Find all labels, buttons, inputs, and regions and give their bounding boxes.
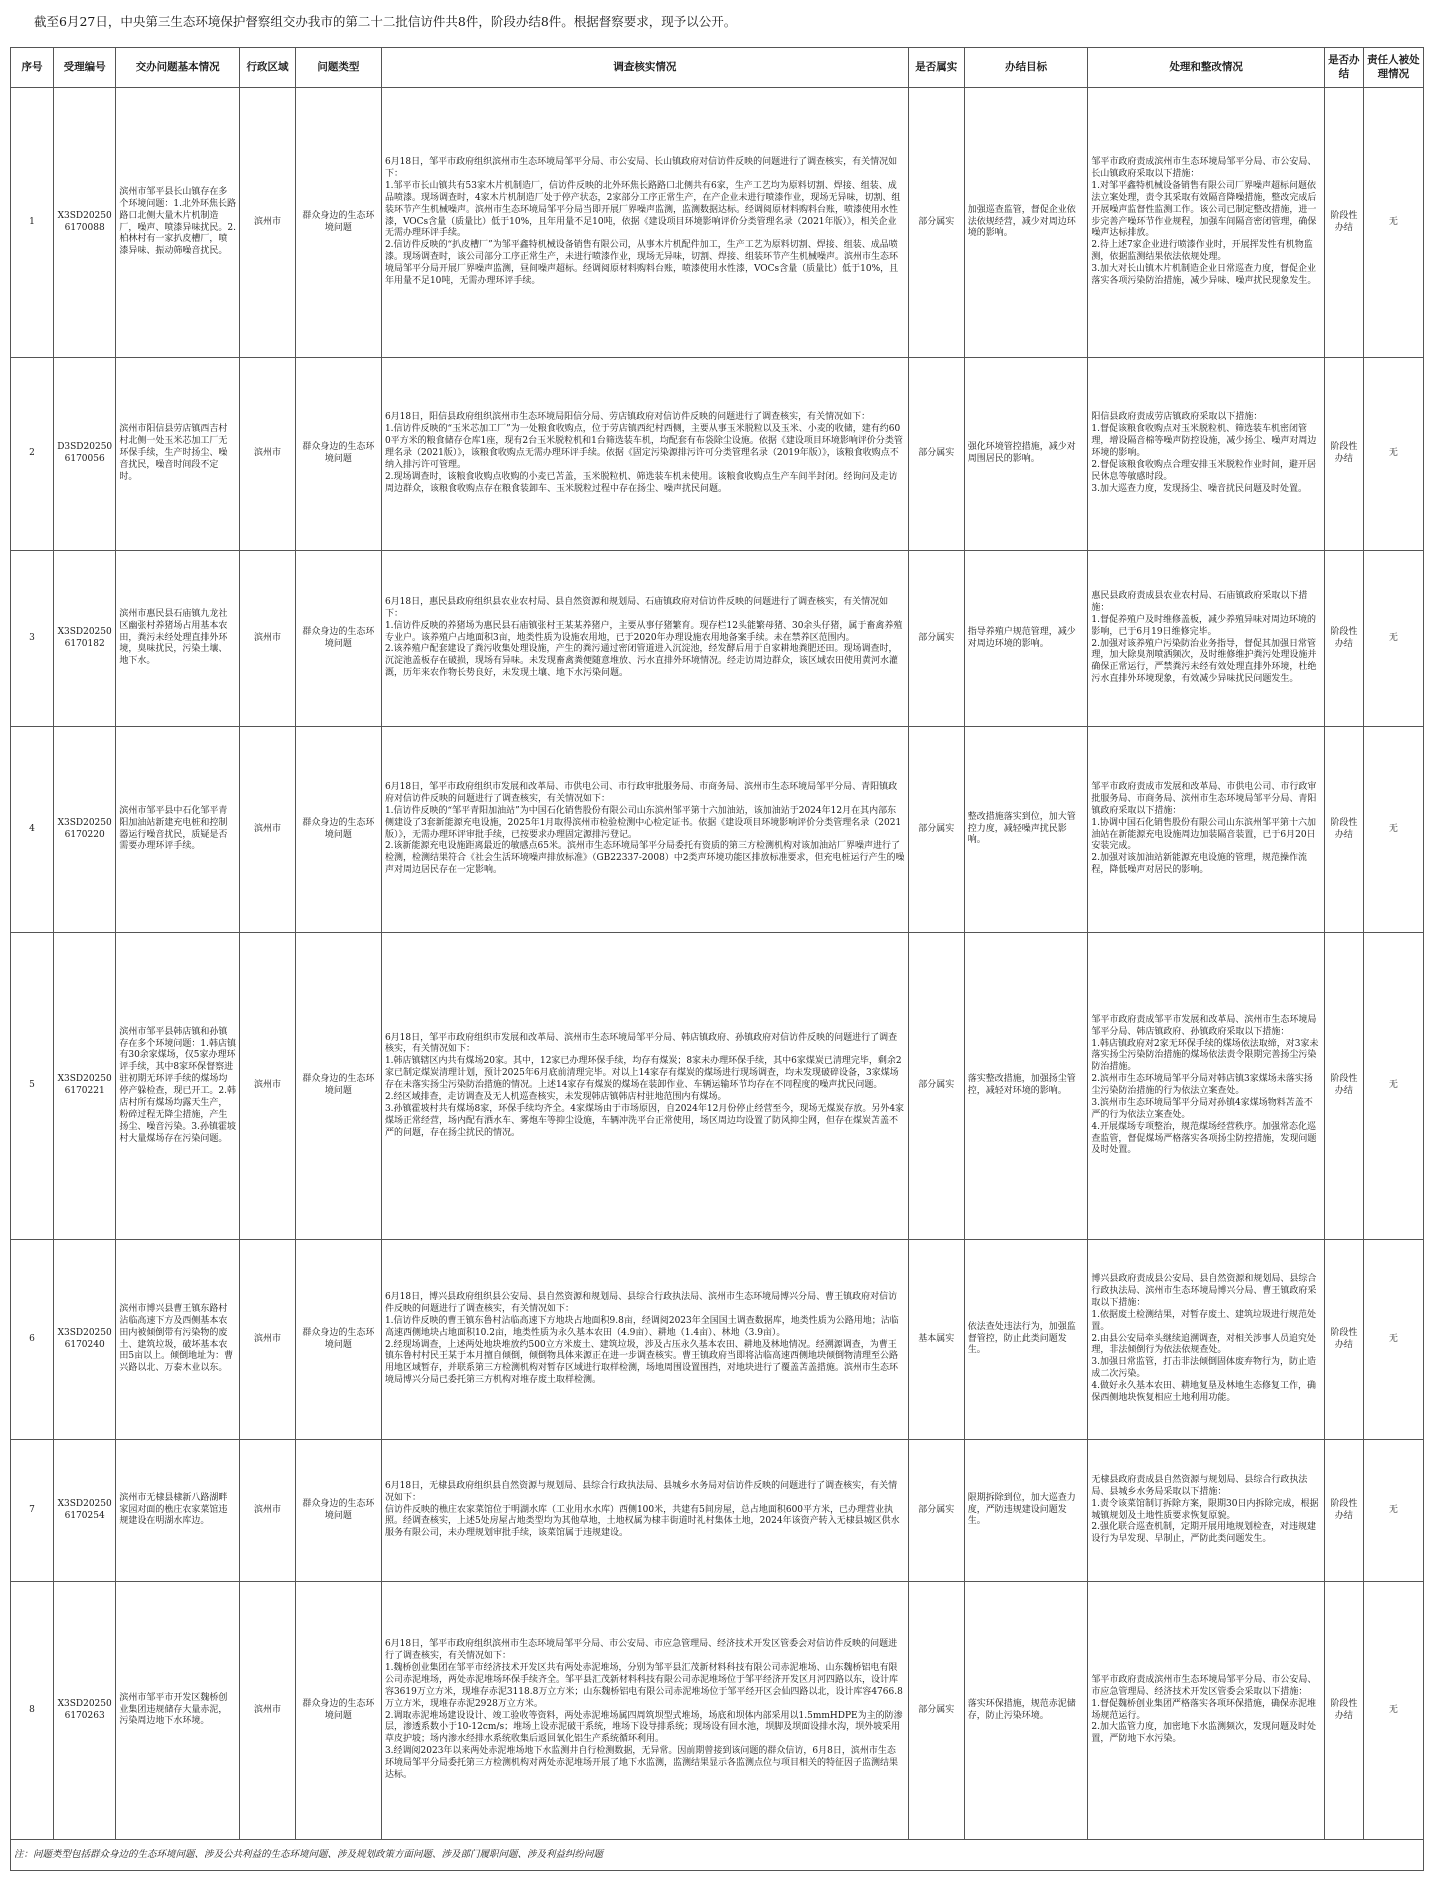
row-region: 滨州市 [240, 1440, 296, 1582]
row-facts [381, 1240, 908, 1440]
handling-paragraph: 邹平市政府责成滨州市生态环境局邹平分局、市公安局、长山镇政府采取以下措施： [1091, 157, 1317, 180]
row-number: 5 [11, 933, 54, 1240]
handling-paragraph: 无棣县政府责成县自然资源与规划局、县综合行政执法局、县城乡水务局采取以下措施： [1091, 1474, 1308, 1497]
facts-paragraph: 6月18日，邹平市政府组织市发展和改革局、市供电公司、市行政审批服务局、市商务局、滨州市生态环境局邹平分局、青阳镇政府对信访件反映的问题进行了调查核实，有关情况如下： [384, 782, 898, 804]
handling-paragraph: 邹平市政府责成滨州市生态环境局邹平分局、市公安局、市应急管理局、经济技术开发区管委会采取以下措施： [1091, 1674, 1317, 1697]
handling-paragraph: 1.协调中国石化销售股份有限公司山东滨州邹平第十六加油站在新能源充电设施周边加装隔音装置，已于6月20日安装完成。 [1091, 817, 1316, 852]
row-truth: 部分属实 [908, 1582, 964, 1840]
header-id: 受理编号 [54, 48, 116, 88]
row-goal: 加强巡查监管，督促企业依法依规经营，减少对周边环境的影响。 [964, 88, 1088, 358]
row-id: X3SD202506170240 [54, 1240, 116, 1440]
handling-paragraph: 1.韩店镇政府对2家无环保手续的煤场依法取缔，对3家未落实扬尘污染防治措施的煤场依法责令限期完善扬尘污染防治措施。 [1091, 1038, 1319, 1073]
facts-paragraph: 6月18日，邹平市政府组织滨州市生态环境局邹平分局、市公安局、长山镇政府对信访件反映的问题进行了调查核实，有关情况如下： [384, 157, 898, 180]
handling-paragraph: 1.依据废土检测结果，对暂存废土、建筑垃圾进行规范处置。 [1091, 1309, 1316, 1332]
row-handling [1088, 1240, 1325, 1440]
row-penalty: 无 [1363, 1240, 1423, 1440]
handling-paragraph: 2.加大监管力度，加密地下水监测频次，发现问题及时处置，严防地下水污染。 [1091, 1722, 1316, 1745]
table-row [11, 1440, 1424, 1582]
row-goal: 指导养殖户规范管理，减少对周边环境的影响。 [964, 551, 1088, 727]
header-truth: 是否属实 [908, 48, 964, 88]
facts-paragraph: 2.经区域排查，走访调查及无人机巡查核实，未发现韩店镇韩店村驻地范围内有煤场。 [384, 1091, 727, 1102]
row-facts [381, 727, 908, 933]
row-facts [381, 88, 908, 358]
row-type: 群众身边的生态环境问题 [295, 358, 381, 551]
header-goal: 办结目标 [964, 48, 1088, 88]
table-row [11, 1582, 1424, 1840]
facts-paragraph: 2.调取赤泥堆场建设设计、竣工验收等资料，两处赤泥堆场属四周筑坝型式堆场，场底和坝体内部采用以1.5mmHDPE为主的防渗层，渗透系数小于10-12cm/s；堆场上设赤泥破干系统，堆场下设导排系统；现场设有回水池，坝脚及坝面设排水沟，坝外坡采用草皮护坡；场内渗水经排水系统收集后返回氧化铝生产系统循环利用。 [384, 1710, 903, 1745]
handling-paragraph: 邹平市政府责成邹平市发展和改革局、滨州市生态环境局邹平分局、韩店镇政府、孙镇政府采取以下措施： [1091, 1014, 1317, 1037]
facts-paragraph: 1.邹平市长山镇共有53家木片机制造厂，信访件反映的北外环焦长路路口北侧共有6家，生产工艺均为原料切割、焊接、组装、成品喷漆。现场调查时，4家木片机制造厂处于停产状态，2家部分工序正常生产，在产企业未进行喷漆作业，现场无异味，切割、组装环节产生机械噪声。滨州市生态环境局邹平分局当即开展厂界噪声监测，监测数据达标。经调阅原材料购料台账，喷漆使用水性漆，VOCs含量（质量比）低于10%，且年用量不足10吨，依据《建设项目环境影响评价分类管理名录（2021年版）》，相关企业无需办理环评手续。 [384, 180, 901, 239]
handling-paragraph: 2.待上述7家企业进行喷漆作业时，开展挥发性有机物监测，依据监测结果依法依规处理。 [1091, 240, 1313, 263]
row-type: 群众身边的生态环境问题 [295, 1440, 381, 1582]
handling-paragraph: 3.加大巡查力度，发现扬尘、噪音扰民问题及时处置。 [1091, 483, 1307, 494]
row-type: 群众身边的生态环境问题 [295, 933, 381, 1240]
facts-paragraph: 2.经现场调查，上述两处地块堆放约500立方米废土、建筑垃圾，涉及占压永久基本农田、耕地及林地情况。经溯源调查，为曹王镇东鲁村村民王某于本月擅自倾倒，倾倒物具体来源正在进一步调查核实。曹王镇政府当即将沾临高速西侧地块倾倒物清理至公路用地区域暂存，并联系第三方检测机构对暂存区域进行取样检测，场地周围设置围挡，对地块进行了覆盖苫盖措施。滨州市生态环境局博兴分局已委托第三方机构对堆存废土取样检测。 [384, 1339, 898, 1386]
handling-paragraph: 1.督促该粮食收购点对玉米脱粒机、筛选装车机密闭管理，增设隔音棉等噪声防控设施，减少扬尘、噪声对周边环境的影响。 [1091, 424, 1317, 459]
handling-paragraph: 2.滨州市生态环境局邹平分局对韩店镇3家煤场未落实扬尘污染防治措施的行为依法立案查处。 [1091, 1074, 1313, 1096]
row-goal: 依法查处违法行为，加强监督管控，防止此类问题发生。 [964, 1240, 1088, 1440]
row-handling [1088, 1440, 1325, 1582]
handling-paragraph: 3.加大对长山镇木片机制造企业日常巡查力度，督促企业落实各项污染防治措施，减少异味、噪声扰民现象发生。 [1091, 264, 1317, 286]
row-id: D3SD202506170056 [54, 358, 116, 551]
row-penalty: 无 [1363, 551, 1423, 727]
petition-table [10, 47, 1424, 1871]
row-issue: 滨州市博兴县曹王镇东路村沾临高速下方及西侧基本农田内被倾倒带有污染物的废土、建筑垃圾，破坏基本农田5亩以上。倾倒地址为：曹兴路以北、万泰木业以东。 [116, 1240, 240, 1440]
facts-paragraph: 2.信访件反映的“扒皮槽厂”为邹平鑫特机械设备销售有限公司，从事木片机配件加工，生产工艺为原料切割、焊接、组装、成品喷漆。现场调查时，该公司部分工序正常生产，未进行喷漆作业，现场无异味，切割、焊接、组装环节产生机械噪声。滨州市生态环境局邹平分局开展厂界噪声监测，昼间噪声超标。经调阅原材料购料台账，喷漆使用水性漆，VOCs含量（质量比）低于10%，且年用量不足10吨，无需办理环评手续。 [384, 240, 899, 286]
row-type: 群众身边的生态环境问题 [295, 727, 381, 933]
row-truth: 部分属实 [908, 88, 964, 358]
row-type: 群众身边的生态环境问题 [295, 88, 381, 358]
header-done: 是否办结 [1324, 48, 1363, 88]
row-issue: 滨州市邹平县中石化邹平青阳加油站新建充电桩和控制器运行噪音扰民，质疑是否需要办理环评手续。 [116, 727, 240, 933]
header-issue: 交办问题基本情况 [116, 48, 240, 88]
row-done: 阶段性办结 [1324, 933, 1363, 1240]
row-goal: 落实整改措施，加强扬尘管控，减轻对环境的影响。 [964, 933, 1088, 1240]
handling-paragraph: 2.加强对该加油站新能源充电设施的管理，规范操作流程，降低噪声对居民的影响。 [1091, 853, 1307, 876]
row-facts [381, 933, 908, 1240]
row-issue: 滨州市邹平市开发区魏桥创业集团违规储存大量赤泥，污染周边地下水环境。 [116, 1582, 240, 1840]
handling-paragraph: 惠民县政府责成县农业农村局、石庙镇政府采取以下措施： [1091, 591, 1308, 613]
row-issue: 滨州市邹平县长山镇存在多个环境问题：1.北外环焦长路路口北侧大量木片机制造厂，噪声、喷漆异味扰民。2.柏林村有一家扒皮槽厂，喷漆异味、振动筛噪音扰民。 [116, 88, 240, 358]
row-done: 阶段性办结 [1324, 1582, 1363, 1840]
handling-paragraph: 2.督促该粮食收购点合理安排玉米脱粒作业时间，避开居民休息等敏感时段。 [1091, 459, 1316, 482]
header-type: 问题类型 [295, 48, 381, 88]
facts-paragraph: 6月18日，邹平市政府组织市发展和改革局、滨州市生态环境局邹平分局、韩店镇政府、孙镇政府对信访件反映的问题进行了调查核实，有关情况如下： [384, 1032, 898, 1055]
handling-paragraph: 1.督促养殖户及时维修盖板，减少养殖异味对周边环境的影响，已于6月19日维修完毕。 [1091, 614, 1316, 637]
row-id: X3SD202506170254 [54, 1440, 116, 1582]
row-id: X3SD202506170221 [54, 933, 116, 1240]
row-type: 群众身边的生态环境问题 [295, 551, 381, 727]
facts-paragraph: 3.孙镇霍坡村共有煤场8家，环保手续均齐全。4家煤场由于市场原因，自2024年12月份停止经营至今，现场无煤炭存放。另外4家煤场正常经营，场内配有洒水车、雾炮车等抑尘设施，车辆冲洗平台正常使用，场区周边均设置了防风抑尘网，但存在煤炭苫盖不严的问题，存在扬尘扰民的情况。 [384, 1103, 905, 1138]
row-goal: 落实环保措施，规范赤泥储存，防止污染环境。 [964, 1582, 1088, 1840]
row-truth: 部分属实 [908, 933, 964, 1240]
facts-paragraph: 1.信访件反映的“玉米芯加工厂”为一处粮食收购点，位于劳店镇西纪村西侧，主要从事玉米脱粒以及玉米、小麦的收储，建有约600平方米的粮食储存仓库1座，现有2台玉米脱粒机和1台筛选装车机，均配套有布袋除尘设施。依据《建设项目环境影响评价分类管理名录（2021版）》，该粮食收购点无需办理环评手续。依据《固定污染源排污许可分类管理名录（2019年版）》，该粮食收购点不纳入排污许可管理。 [384, 424, 903, 470]
row-facts [381, 1440, 908, 1582]
table-row [11, 88, 1424, 358]
row-penalty: 无 [1363, 88, 1423, 358]
table-row [11, 1240, 1424, 1440]
row-id: X3SD202506170220 [54, 727, 116, 933]
handling-paragraph: 2.加强对该养殖户污染防治业务指导，督促其加强日常管理，加大除臭剂喷洒频次，及时维修维护粪污处理设施并确保正常运行，严禁粪污未经有效处理直排外环境，杜绝污水直排外环境现象，有效减少异味扰民问题发生。 [1091, 638, 1317, 685]
facts-paragraph: 2.该养殖户配套建设了粪污收集处理设施，产生的粪污通过密闭管道进入沉淀池，经发酵后用于自家耕地粪肥还田。现场调查时，沉淀池盖板存在破损，现场有异味。未发现畜禽粪便随意堆放、污水直排外环境情况。经走访周边群众，该区域农田使用黄河水灌溉，历年来农作物长势良好，未发现土壤、地下水污染问题。 [384, 644, 898, 679]
facts-paragraph: 6月18日，无棣县政府组织县自然资源与规划局、县综合行政执法局、县城乡水务局对信访件反映的问题进行了调查核实，有关情况如下： [384, 1480, 898, 1503]
row-handling [1088, 933, 1325, 1240]
row-number: 8 [11, 1582, 54, 1840]
row-facts [381, 1582, 908, 1840]
row-truth: 部分属实 [908, 727, 964, 933]
row-penalty: 无 [1363, 727, 1423, 933]
row-region: 滨州市 [240, 727, 296, 933]
row-done: 阶段性办结 [1324, 727, 1363, 933]
row-number: 1 [11, 88, 54, 358]
row-issue: 滨州市无棣县棣新八路湖畔家园对面的樵庄农家菜馆违规建设在明湖水库边。 [116, 1440, 240, 1582]
header-row [11, 48, 1424, 88]
row-type: 群众身边的生态环境问题 [295, 1582, 381, 1840]
handling-paragraph: 4.做好永久基本农田、耕地复垦及林地生态修复工作，确保西侧地块恢复相应土地利用功能。 [1091, 1381, 1316, 1403]
handling-paragraph: 1.责令该菜馆制订拆除方案，限期30日内拆除完成，根据城镇规划及土地性质要求恢复原貌。 [1091, 1498, 1319, 1521]
row-done: 阶段性办结 [1324, 1440, 1363, 1582]
row-issue: 滨州市阳信县劳店镇西吉村村北侧一处玉米芯加工厂无环保手续，生产时扬尘、噪音扰民，噪音时间段不定时。 [116, 358, 240, 551]
handling-paragraph: 1.督促魏桥创业集团严格落实各项环保措施，确保赤泥堆场规范运行。 [1091, 1698, 1316, 1721]
row-penalty: 无 [1363, 1582, 1423, 1840]
row-id: X3SD202506170263 [54, 1582, 116, 1840]
row-type: 群众身边的生态环境问题 [295, 1240, 381, 1440]
handling-paragraph: 2.强化联合巡查机制，定期开展用地规划检查，对违规建设行为早发现、早制止，严防此类问题发生。 [1091, 1522, 1316, 1545]
table-row [11, 727, 1424, 933]
row-penalty: 无 [1363, 1440, 1423, 1582]
handling-paragraph: 4.开展煤场专项整治，规范煤场经营秩序。加强常态化巡查监管，督促煤场严格落实各项扬尘防控措施，发现问题及时处置。 [1091, 1121, 1317, 1156]
row-number: 4 [11, 727, 54, 933]
facts-paragraph: 1.韩店镇辖区内共有煤场20家。其中，12家已办理环保手续，均存有煤炭；8家未办理环保手续，其中6家煤炭已清理完毕，剩余2家已制定煤炭清理计划，预计2025年6月底前清理完毕。对以上14家存有煤炭的煤场进行现场调查，均未发现破碎设备，3家煤场存在未落实扬尘污染防治措施的情况。上述14家存有煤炭的煤场在装卸作业、车辆运输环节均存在不同程度的噪声扰民问题。 [384, 1056, 902, 1091]
table-row [11, 551, 1424, 727]
row-handling [1088, 551, 1325, 727]
facts-paragraph: 3.经调阅2023年以来两处赤泥堆场地下水监测井自行检测数据，无异常。因前期曾接到该问题的群众信访，6月8日，滨州市生态环境局邹平分局委托第三方检测机构对两处赤泥堆场开展了地下水监测，监测结果显示各监测点位与项目相关的特征因子监测结果达标。 [384, 1746, 898, 1780]
footnote: 注：问题类型包括群众身边的生态环境问题、涉及公共利益的生态环境问题、涉及规划政策方面问题、涉及部门履职问题、涉及利益纠纷问题 [11, 1840, 1424, 1871]
row-number: 6 [11, 1240, 54, 1440]
header-region: 行政区域 [240, 48, 296, 88]
row-truth: 基本属实 [908, 1240, 964, 1440]
handling-paragraph: 邹平市政府责成市发展和改革局、市供电公司、市行政审批服务局、市商务局、滨州市生态环境局邹平分局、青阳镇政府采取以下措施： [1091, 782, 1317, 816]
handling-paragraph: 阳信县政府责成劳店镇政府采取以下措施： [1091, 412, 1263, 423]
table-row [11, 933, 1424, 1240]
handling-paragraph: 3.滨州市生态环境局邹平分局对孙镇4家煤场物料苫盖不严的行为依法立案查处。 [1091, 1097, 1313, 1120]
row-truth: 部分属实 [908, 1440, 964, 1582]
row-number: 7 [11, 1440, 54, 1582]
row-handling [1088, 727, 1325, 933]
row-goal: 强化环境管控措施，减少对周围居民的影响。 [964, 358, 1088, 551]
row-id: X3SD202506170088 [54, 88, 116, 358]
row-done: 阶段性办结 [1324, 1240, 1363, 1440]
row-region: 滨州市 [240, 933, 296, 1240]
facts-paragraph: 6月18日，阳信县政府组织滨州市生态环境局阳信分局、劳店镇政府对信访件反映的问题进行了调查核实，有关情况如下： [384, 412, 871, 423]
row-region: 滨州市 [240, 1240, 296, 1440]
row-done: 阶段性办结 [1324, 88, 1363, 358]
facts-paragraph: 1.信访件反映的“邹平青阳加油站”为中国石化销售股份有限公司山东滨州邹平第十六加油站，该加油站于2024年12月在其内部东侧建设了3套新能源充电设施，2025年1月取得滨州市检验检测中心检定证书。依据《建设项目环境影响评价分类管理名录（2021版）》，无需办理环评审批手续，已按要求办理固定源排污登记。 [384, 805, 902, 840]
row-facts [381, 358, 908, 551]
row-handling [1088, 1582, 1325, 1840]
row-facts [381, 551, 908, 727]
row-number: 2 [11, 358, 54, 551]
intro-text: 截至6月27日，中央第三生态环境保护督察组交办我市的第二十二批信访件共8件，阶段办结8件。根据督察要求，现予以公开。 [34, 14, 737, 29]
row-issue: 滨州市惠民县石庙镇九龙社区幽张村养猪场占用基本农田，粪污未经处理直排外环境，臭味扰民，污染土壤、地下水。 [116, 551, 240, 727]
row-region: 滨州市 [240, 358, 296, 551]
footnote-row [11, 1840, 1424, 1871]
header-penalty: 责任人被处理情况 [1363, 48, 1423, 88]
table-row [11, 358, 1424, 551]
facts-paragraph: 6月18日，博兴县政府组织县公安局、县自然资源和规划局、县综合行政执法局、滨州市生态环境局博兴分局、曹王镇政府对信访件反映的问题进行了调查核实，有关情况如下： [384, 1292, 898, 1314]
header-no: 序号 [11, 48, 54, 88]
row-handling [1088, 358, 1325, 551]
row-truth: 部分属实 [908, 551, 964, 727]
header-facts: 调查核实情况 [381, 48, 908, 88]
handling-paragraph: 3.加强日常监管，打击非法倾倒固体废弃物行为，防止造成二次污染。 [1091, 1357, 1316, 1380]
row-issue: 滨州市邹平县韩店镇和孙镇存在多个环境问题：1.韩店镇有30余家煤场，仅5家办理环评手续，其中8家环保督察进驻初期无环评手续的煤场均停产躲检查，现已开工。2.韩店村所有煤场均露天生产，粉碎过程无降尘措施，产生扬尘、噪音污染。3.孙镇霍坡村大量煤场存在污染问题。 [116, 933, 240, 1240]
handling-paragraph: 1.对邹平鑫特机械设备销售有限公司厂界噪声超标问题依法立案处理，责令其采取有效隔音降噪措施，整改完成后开展噪声监督性监测工作。该公司已制定整改措施，进一步完善产噪环节作业规程，加强车间隔音密闭管理，确保噪声达标排放。 [1091, 180, 1317, 239]
row-region: 滨州市 [240, 551, 296, 727]
row-region: 滨州市 [240, 1582, 296, 1840]
facts-paragraph: 2.现场调查时，该粮食收购点收购的小麦已苫盖，玉米脱粒机、筛选装车机未使用。该粮食收购点生产车间半封闭。经询问及走访周边群众，该粮食收购点存在粮食装卸车、玉米脱粒过程中存在扬尘、噪声扰民问题。 [384, 471, 898, 494]
facts-paragraph: 6月18日，邹平市政府组织滨州市生态环境局邹平分局、市公安局、市应急管理局、经济技术开发区管委会对信访件反映的问题进行了调查核实，有关情况如下： [384, 1639, 898, 1662]
handling-paragraph: 博兴县政府责成县公安局、县自然资源和规划局、县综合行政执法局、滨州市生态环境局博兴分局、曹王镇政府采取以下措施： [1091, 1274, 1317, 1308]
facts-paragraph: 1.魏桥创业集团在邹平市经济技术开发区共有两处赤泥堆场，分别为邹平县汇茂新材料科技有限公司赤泥堆场、山东魏桥铝电有限公司赤泥堆场，两处赤泥堆场环保手续齐全。邹平县汇茂新材料科技有限公司赤泥堆场位于邹平经济开发区月河四路以东，设计库容3619万立方米，现堆存赤泥3118.8万立方米；山东魏桥铝电有限公司赤泥堆场位于邹平经开区会仙四路以北，设计库容4766.8万立方米，现堆存赤泥2928万立方米。 [384, 1663, 903, 1709]
header-handling: 处理和整改情况 [1088, 48, 1325, 88]
row-region: 滨州市 [240, 88, 296, 358]
facts-paragraph: 2.该新能源充电设施距离最近的敏感点65米。滨州市生态环境局邹平分局委托有资质的第三方检测机构对该加油站厂界噪声进行了检测，检测结果符合《社会生活环境噪声排放标准》（GB22337-2008）中2类声环境功能区排放标准要求，但充电桩运行产生的噪声对周边居民存在一定影响。 [384, 841, 905, 876]
facts-paragraph: 1.信访件反映的养猪场为惠民县石庙镇张村王某某养猪户，主要从事仔猪繁育。现存栏12头能繁母猪、30余头仔猪，属于畜禽养殖专业户。该养殖户占地面积3亩，地类性质为设施农用地，已于2020年办理设施农用地备案手续。未在禁养区范围内。 [384, 620, 903, 643]
row-done: 阶段性办结 [1324, 551, 1363, 727]
row-handling [1088, 88, 1325, 358]
row-goal: 整改措施落实到位，加大管控力度，减轻噪声扰民影响。 [964, 727, 1088, 933]
row-number: 3 [11, 551, 54, 727]
facts-paragraph: 1.信访件反映的曹王镇东鲁村沾临高速下方地块占地面积9.8亩，经调阅2023年全国国土调查数据库，地类性质为公路用地；沾临高速西侧地块占地面积10.2亩，地类性质为永久基本农田（4.9亩）、耕地（1.4亩）、林地（3.9亩）。 [384, 1315, 899, 1338]
facts-paragraph: 6月18日，惠民县政府组织县农业农村局、县自然资源和规划局、石庙镇政府对信访件反映的问题进行了调查核实，有关情况如下： [384, 596, 889, 619]
handling-paragraph: 2.由县公安局牵头继续追溯调查，对相关涉事人员追究处理，非法倾倒行为依法依规查处。 [1091, 1333, 1316, 1356]
row-truth: 部分属实 [908, 358, 964, 551]
row-done: 阶段性办结 [1324, 358, 1363, 551]
row-goal: 限期拆除到位，加大巡查力度，严防违规建设问题发生。 [964, 1440, 1088, 1582]
row-penalty: 无 [1363, 933, 1423, 1240]
facts-paragraph: 信访件反映的樵庄农家菜馆位于明湖水库（工业用水水库）西侧100米，共建有5间房屋，总占地面积600平方米，已办理营业执照。经调查核实，上述5处房屋占地类型均为其他草地，土地权属为棣丰街道时礼村集体土地，2024年该资产转入无棣县城区供水服务有限公司，未办理规划审批手续，该菜馆属于违规建设。 [384, 1504, 900, 1539]
row-id: X3SD202506170182 [54, 551, 116, 727]
row-penalty: 无 [1363, 358, 1423, 551]
